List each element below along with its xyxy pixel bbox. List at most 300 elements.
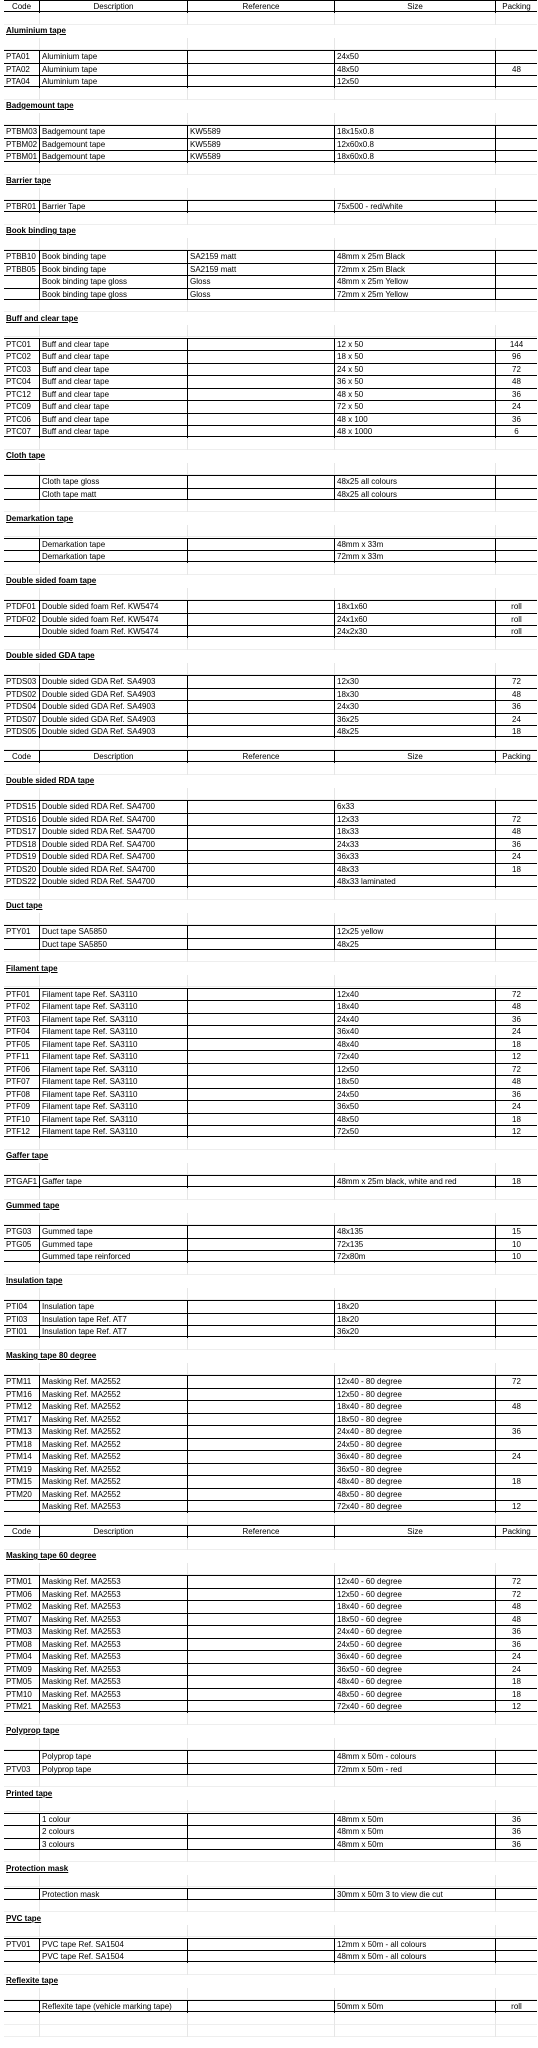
spacer-row — [4, 1538, 537, 1550]
empty-cell — [4, 113, 39, 125]
cell-packing: 36 — [495, 1839, 537, 1851]
table-row — [4, 700, 537, 712]
header-packing: Packing — [495, 751, 537, 763]
empty-cell — [334, 438, 495, 450]
empty-cell — [495, 1188, 537, 1200]
cell-reference — [187, 1651, 334, 1663]
cell-description: Demarkation tape — [39, 539, 187, 551]
empty-cell — [187, 638, 334, 650]
empty-cell — [4, 1563, 39, 1575]
cell-description: Polyprop tape — [39, 1764, 187, 1776]
cell-code: PTDS04 — [6, 702, 37, 711]
cell-description: Gummed tape — [39, 1239, 187, 1251]
cell-code: PTM02 — [6, 1602, 32, 1611]
empty-cell — [334, 163, 495, 175]
cell-reference — [187, 1476, 334, 1488]
table-row — [4, 1313, 537, 1325]
cell-size: 12x40 - 60 degree — [334, 1576, 495, 1588]
header-size: Size — [334, 751, 495, 763]
table-row — [4, 850, 537, 862]
empty-cell — [187, 325, 334, 337]
table-row — [4, 400, 537, 412]
empty-cell — [187, 38, 334, 50]
empty-cell — [334, 300, 495, 312]
cell-code: PTG03 — [6, 1227, 32, 1236]
cell-size: 72x40 - 60 degree — [334, 1701, 495, 1713]
cell-reference — [187, 51, 334, 63]
empty-cell — [39, 1875, 187, 1887]
cell-size: 24 x 50 — [334, 364, 495, 376]
cell-code: PTM15 — [6, 1477, 32, 1486]
table-row — [4, 125, 537, 137]
empty-cell — [187, 1963, 334, 1975]
cell-size: 24x50 - 60 degree — [334, 1639, 495, 1651]
cell-size: 48x50 - 60 degree — [334, 1689, 495, 1701]
cell-packing — [495, 551, 537, 563]
empty-cell — [39, 1713, 187, 1725]
cell-description: Aluminium tape — [39, 51, 187, 63]
table-row — [4, 875, 537, 887]
cell-size: 18x40 - 60 degree — [334, 1601, 495, 1613]
cell-reference — [187, 601, 334, 613]
section-title: Filament tape — [6, 964, 58, 973]
section-title: Barrier tape — [6, 176, 51, 185]
cell-code: PTA04 — [6, 77, 30, 86]
table-row — [4, 1950, 537, 1962]
cell-size: 72x135 — [334, 1239, 495, 1251]
table-row — [4, 625, 537, 637]
table-row — [4, 63, 537, 75]
cell-size: 48mm x 25m Yellow — [334, 276, 495, 288]
empty-cell — [4, 1188, 39, 1200]
table-row — [4, 250, 537, 262]
cell-size: 48x25 all colours — [334, 476, 495, 488]
empty-cell — [39, 1338, 187, 1350]
cell-description: Filament tape Ref. SA3110 — [39, 1114, 187, 1126]
cell-code: PTF10 — [6, 1115, 31, 1124]
cell-reference — [187, 826, 334, 838]
cell-size: 18x40 - 80 degree — [334, 1401, 495, 1413]
spacer-row — [4, 738, 537, 750]
cell-reference: Gloss — [187, 276, 334, 288]
cell-size: 6x33 — [334, 801, 495, 813]
empty-cell — [4, 38, 39, 50]
cell-size: 48mm x 50m — [334, 1839, 495, 1851]
section-title: Printed tape — [6, 1789, 53, 1798]
table-row — [4, 75, 537, 87]
empty-cell — [39, 1538, 187, 1550]
cell-reference — [187, 1051, 334, 1063]
empty-cell — [334, 1263, 495, 1275]
cell-size: 18x30 — [334, 689, 495, 701]
cell-description: Masking Ref. MA2552 — [39, 1376, 187, 1388]
table-row — [4, 1463, 537, 1475]
empty-cell — [39, 2025, 187, 2037]
empty-cell — [495, 1363, 537, 1375]
cell-code: PTM08 — [6, 1640, 32, 1649]
cell-packing: 12 — [495, 1126, 537, 1138]
empty-cell — [334, 888, 495, 900]
cell-code: PTDS03 — [6, 677, 37, 686]
cell-packing: roll — [495, 626, 537, 638]
cell-size: 24x50 — [334, 51, 495, 63]
empty-cell — [39, 763, 187, 775]
table-row — [4, 150, 537, 162]
table-row — [4, 350, 537, 362]
cell-packing: 36 — [495, 701, 537, 713]
cell-code: PTI01 — [6, 1327, 28, 1336]
cell-packing: 48 — [495, 1076, 537, 1088]
empty-cell — [4, 1713, 39, 1725]
cell-packing: 36 — [495, 1639, 537, 1651]
empty-cell — [39, 525, 187, 537]
cell-size: 48mm x 50m — [334, 1826, 495, 1838]
cell-code: PTDS20 — [6, 865, 37, 874]
spacer-row — [4, 1363, 537, 1375]
cell-description: Filament tape Ref. SA3110 — [39, 1014, 187, 1026]
table-row — [4, 1225, 537, 1237]
cell-description: Duct tape SA5850 — [39, 926, 187, 938]
cell-size: 50mm x 50m — [334, 2001, 495, 2013]
empty-cell — [495, 1925, 537, 1937]
spacer-row — [4, 500, 537, 512]
section-title: Masking tape 60 degree — [6, 1551, 97, 1560]
empty-cell — [4, 1900, 39, 1912]
cell-reference — [187, 926, 334, 938]
cell-packing — [495, 126, 537, 138]
cell-description: Double sided RDA Ref. SA4700 — [39, 839, 187, 851]
cell-packing: 36 — [495, 1089, 537, 1101]
cell-size: 36x25 — [334, 714, 495, 726]
empty-cell — [334, 1775, 495, 1787]
cell-packing — [495, 801, 537, 813]
cell-packing: 18 — [495, 1039, 537, 1051]
empty-cell — [4, 1288, 39, 1300]
section-title-row — [4, 313, 537, 325]
cell-description: Duct tape SA5850 — [39, 939, 187, 951]
cell-description: Masking Ref. MA2553 — [39, 1639, 187, 1651]
cell-reference — [187, 626, 334, 638]
empty-cell — [4, 1263, 39, 1275]
empty-cell — [334, 88, 495, 100]
empty-cell — [334, 1800, 495, 1812]
section-title-row — [4, 1150, 537, 1162]
section-title: Protection mask — [6, 1864, 69, 1873]
spacer-row — [4, 38, 537, 50]
table-row — [4, 263, 537, 275]
cell-size: 18x20 — [334, 1301, 495, 1313]
spacer-row — [4, 788, 537, 800]
cell-packing: 48 — [495, 1001, 537, 1013]
empty-cell — [4, 500, 39, 512]
table-row — [4, 1663, 537, 1675]
empty-cell — [495, 1775, 537, 1787]
table-row — [4, 675, 537, 687]
empty-cell — [39, 38, 187, 50]
cell-packing: 36 — [495, 389, 537, 401]
empty-cell — [495, 1738, 537, 1750]
empty-cell — [187, 1513, 334, 1525]
section-title: Double sided foam tape — [6, 576, 97, 585]
empty-cell — [495, 975, 537, 987]
empty-cell — [4, 438, 39, 450]
empty-cell — [4, 2025, 39, 2037]
empty-cell — [39, 950, 187, 962]
cell-size: 12x50 — [334, 76, 495, 88]
spacer-row — [4, 975, 537, 987]
cell-reference — [187, 76, 334, 88]
empty-cell — [334, 950, 495, 962]
cell-packing: 24 — [495, 1451, 537, 1463]
spacer-row — [4, 300, 537, 312]
cell-code: PTC09 — [6, 402, 31, 411]
table-row — [4, 1500, 537, 1512]
cell-packing: 18 — [495, 1476, 537, 1488]
empty-cell — [495, 913, 537, 925]
table-row — [4, 375, 537, 387]
table-row — [4, 138, 537, 150]
cell-size: 18x60x0.8 — [334, 151, 495, 163]
table-row — [4, 1238, 537, 1250]
table-row — [4, 988, 537, 1000]
table-row — [4, 1813, 537, 1825]
table-row — [4, 1400, 537, 1412]
spacer-row — [4, 1288, 537, 1300]
cell-size: 24x33 — [334, 839, 495, 851]
cell-packing: 18 — [495, 1176, 537, 1188]
cell-code: PTDS18 — [6, 840, 37, 849]
empty-cell — [334, 38, 495, 50]
cell-packing: 36 — [495, 1014, 537, 1026]
cell-description: Double sided RDA Ref. SA4700 — [39, 814, 187, 826]
cell-packing — [495, 876, 537, 888]
cell-reference: Gloss — [187, 289, 334, 301]
cell-packing: 24 — [495, 1026, 537, 1038]
empty-cell — [334, 1513, 495, 1525]
empty-cell — [495, 1513, 537, 1525]
empty-cell — [187, 1713, 334, 1725]
cell-code: PTBR01 — [6, 202, 37, 211]
spacer-row — [4, 950, 537, 962]
cell-description: Buff and clear tape — [39, 364, 187, 376]
cell-size: 12x40 - 80 degree — [334, 1376, 495, 1388]
cell-size: 12x50 - 80 degree — [334, 1389, 495, 1401]
empty-cell — [495, 113, 537, 125]
table-row — [4, 413, 537, 425]
cell-reference — [187, 351, 334, 363]
spacer-row — [4, 88, 537, 100]
cell-code: PTF05 — [6, 1040, 31, 1049]
empty-cell — [4, 163, 39, 175]
empty-cell — [334, 325, 495, 337]
spacer-row — [4, 1213, 537, 1225]
empty-cell — [334, 1738, 495, 1750]
empty-cell — [187, 1875, 334, 1887]
empty-cell — [39, 913, 187, 925]
table-row — [4, 1438, 537, 1450]
header-code: Code — [11, 1527, 32, 1536]
empty-cell — [39, 588, 187, 600]
spacer-row — [4, 1263, 537, 1275]
empty-cell — [187, 238, 334, 250]
cell-code: PTM01 — [6, 1577, 32, 1586]
cell-code: PTY01 — [6, 927, 31, 936]
cell-description: Double sided GDA Ref. SA4903 — [39, 676, 187, 688]
spacer-row — [4, 1713, 537, 1725]
cell-packing — [495, 1326, 537, 1338]
cell-description: Masking Ref. MA2552 — [39, 1439, 187, 1451]
empty-cell — [334, 13, 495, 25]
empty-cell — [39, 113, 187, 125]
table-row — [4, 1125, 537, 1137]
empty-cell — [39, 1925, 187, 1937]
empty-cell — [4, 563, 39, 575]
cell-packing: 48 — [495, 376, 537, 388]
header-description: Description — [39, 1, 187, 13]
cell-reference — [187, 1401, 334, 1413]
cell-code: PTDS19 — [6, 852, 37, 861]
empty-cell — [187, 1163, 334, 1175]
section-title: Insulation tape — [6, 1276, 63, 1285]
cell-code: PTM17 — [6, 1415, 32, 1424]
cell-code: PTF01 — [6, 990, 31, 999]
cell-description: Polyprop tape — [39, 1751, 187, 1763]
empty-cell — [495, 163, 537, 175]
cell-size: 18x50 — [334, 1076, 495, 1088]
table-row — [4, 825, 537, 837]
spacer-row — [4, 438, 537, 450]
empty-cell — [187, 1900, 334, 1912]
cell-size: 72mm x 33m — [334, 551, 495, 563]
cell-packing: 24 — [495, 1101, 537, 1113]
cell-code: PTM09 — [6, 1665, 32, 1674]
cell-size: 72mm x 50m - red — [334, 1764, 495, 1776]
empty-cell — [495, 88, 537, 100]
table-row — [4, 1450, 537, 1462]
cell-size: 48x50 - 80 degree — [334, 1489, 495, 1501]
cell-description: Gummed tape — [39, 1226, 187, 1238]
empty-cell — [495, 525, 537, 537]
cell-description: Double sided RDA Ref. SA4700 — [39, 851, 187, 863]
empty-cell — [334, 1713, 495, 1725]
cell-code — [4, 1826, 39, 1838]
cell-description: 1 colour — [39, 1814, 187, 1826]
cell-code: PTF09 — [6, 1102, 31, 1111]
empty-cell — [4, 1775, 39, 1787]
cell-packing: 6 — [495, 426, 537, 438]
cell-packing: 72 — [495, 1376, 537, 1388]
cell-packing: 72 — [495, 1576, 537, 1588]
cell-size: 18x20 — [334, 1314, 495, 1326]
empty-cell — [39, 638, 187, 650]
empty-cell — [4, 213, 39, 225]
section-title-row — [4, 175, 537, 187]
header-reference: Reference — [187, 1, 334, 13]
empty-cell — [334, 1213, 495, 1225]
cell-description: Double sided GDA Ref. SA4903 — [39, 726, 187, 738]
table-row — [4, 475, 537, 487]
section-title-row — [4, 1550, 537, 1562]
cell-description: Filament tape Ref. SA3110 — [39, 1039, 187, 1051]
section-title: Gummed tape — [6, 1201, 60, 1210]
cell-description: Masking Ref. MA2553 — [39, 1501, 187, 1513]
cell-code: PTF02 — [6, 1002, 31, 1011]
cell-description: Insulation tape — [39, 1301, 187, 1313]
empty-cell — [39, 1288, 187, 1300]
cell-size: 12x50 - 60 degree — [334, 1589, 495, 1601]
section-title-row — [4, 900, 537, 912]
table-row — [4, 1413, 537, 1425]
empty-cell — [187, 563, 334, 575]
cell-description: Filament tape Ref. SA3110 — [39, 1051, 187, 1063]
empty-cell — [495, 1213, 537, 1225]
empty-cell — [334, 563, 495, 575]
cell-description: Masking Ref. MA2552 — [39, 1451, 187, 1463]
empty-cell — [334, 663, 495, 675]
cell-packing: 18 — [495, 1689, 537, 1701]
section-title-row — [4, 225, 537, 237]
empty-cell — [334, 213, 495, 225]
cell-packing: 72 — [495, 676, 537, 688]
table-row — [4, 1588, 537, 1600]
cell-description: PVC tape Ref. SA1504 — [39, 1939, 187, 1951]
empty-cell — [4, 913, 39, 925]
cell-code: PTM19 — [6, 1465, 32, 1474]
cell-code: PTA02 — [6, 65, 30, 74]
cell-size: 18x40 — [334, 1001, 495, 1013]
empty-cell — [39, 1775, 187, 1787]
empty-cell — [187, 213, 334, 225]
empty-cell — [187, 88, 334, 100]
cell-size: 48x50 — [334, 1114, 495, 1126]
cell-description: Masking Ref. MA2552 — [39, 1489, 187, 1501]
empty-cell — [39, 1213, 187, 1225]
spacer-row — [4, 1163, 537, 1175]
empty-cell — [39, 663, 187, 675]
empty-cell — [4, 975, 39, 987]
spacer-row — [4, 2025, 537, 2037]
empty-cell — [334, 113, 495, 125]
empty-cell — [39, 1800, 187, 1812]
cell-description: Gummed tape reinforced — [39, 1251, 187, 1263]
table-row — [4, 1638, 537, 1650]
cell-size: 12mm x 50m - all colours — [334, 1939, 495, 1951]
empty-cell — [4, 888, 39, 900]
cell-code: PTM03 — [6, 1627, 32, 1636]
empty-cell — [4, 463, 39, 475]
section-title-row — [4, 513, 537, 525]
empty-cell — [39, 1563, 187, 1575]
cell-description: Buff and clear tape — [39, 339, 187, 351]
empty-cell — [334, 588, 495, 600]
empty-cell — [187, 1363, 334, 1375]
table-row — [4, 275, 537, 287]
empty-cell — [334, 1163, 495, 1175]
table-row — [4, 1650, 537, 1662]
cell-description: Buff and clear tape — [39, 389, 187, 401]
empty-cell — [39, 500, 187, 512]
empty-cell — [39, 163, 187, 175]
empty-cell — [187, 913, 334, 925]
table-row — [4, 938, 537, 950]
section-title-row — [4, 450, 537, 462]
table-row — [4, 1613, 537, 1625]
cell-size: 12 x 50 — [334, 339, 495, 351]
cell-code: PTDS05 — [6, 727, 37, 736]
empty-cell — [39, 1900, 187, 1912]
cell-reference — [187, 1826, 334, 1838]
empty-cell — [187, 13, 334, 25]
